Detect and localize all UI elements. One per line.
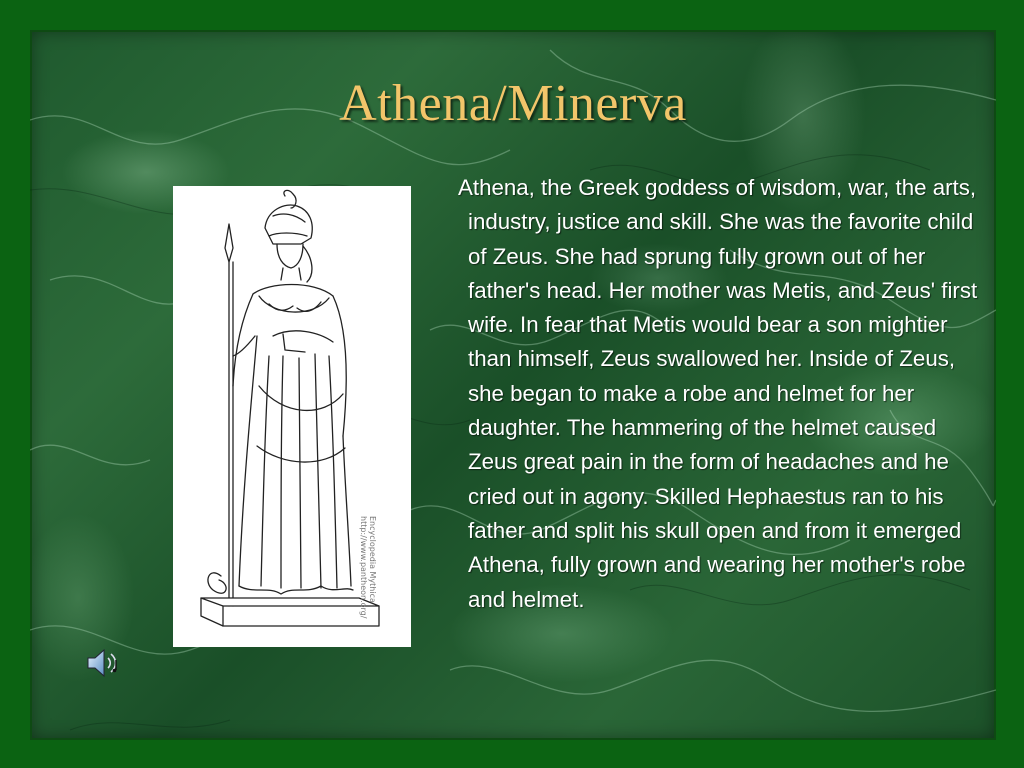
athena-statue-image (173, 186, 411, 647)
image-credit (359, 516, 377, 636)
image-credit-url: http://www.pantheon.org/ (359, 516, 368, 619)
slide (30, 30, 996, 740)
image-credit-source: Encyclopedia Mythica (368, 516, 377, 603)
slide-title: Athena/Minerva (339, 75, 687, 132)
slide-body-text: Athena, the Greek goddess of wisdom, war, the arts, industry, justice and skill. She was the favorite child of Zeus. She had sprung fully grown out of her father's head. Her mother was Metis, and Zeus' first wife. In fear that Metis would bear a son mightier than himself, Zeus swallowed her. Inside of Zeus, she began to make a robe and helmet for her daughter. The hammering of the helmet caused Zeus great pain in the form of headaches and he cried out in agony. Skilled Hephaestus ran to his father and split his skull open and from it emerged Athena, fully grown and wearing her mother's robe and helmet. (458, 175, 978, 612)
speaker-icon[interactable] (86, 646, 126, 682)
